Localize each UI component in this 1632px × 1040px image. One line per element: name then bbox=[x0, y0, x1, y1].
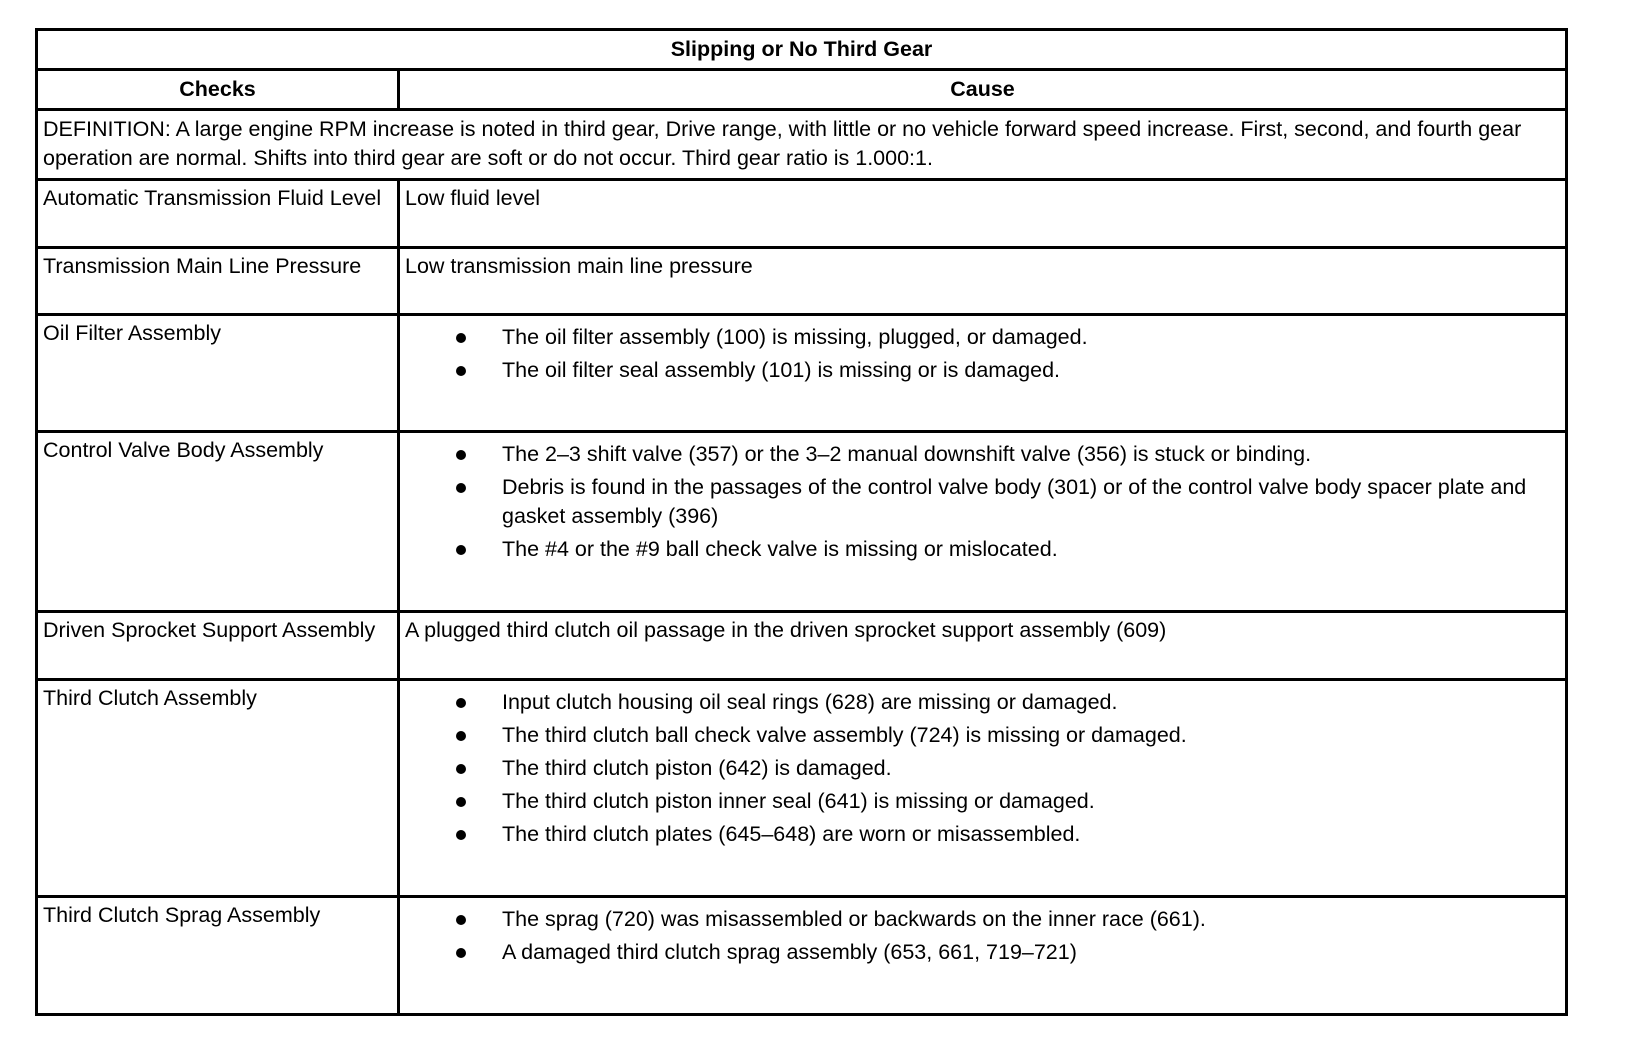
table-row bbox=[37, 248, 1567, 315]
check-cell bbox=[37, 180, 399, 248]
bullet-text: The oil filter assembly (100) is missing, plugged, or damaged. bbox=[502, 325, 1088, 349]
check-label: Third Clutch Assembly bbox=[43, 686, 257, 710]
check-cell bbox=[37, 432, 399, 612]
bullet-icon bbox=[456, 333, 466, 343]
bullet-icon bbox=[456, 797, 466, 807]
bullet-icon bbox=[456, 948, 466, 958]
bullet-icon bbox=[456, 545, 466, 555]
table-row bbox=[37, 897, 1567, 1015]
check-cell bbox=[37, 315, 399, 432]
bullet-icon bbox=[456, 764, 466, 774]
cause-cell bbox=[399, 315, 1567, 432]
table-row bbox=[37, 612, 1567, 680]
bullet-icon bbox=[456, 915, 466, 925]
cause-text: Low transmission main line pressure bbox=[405, 254, 753, 278]
bullet-text: The third clutch piston (642) is damaged. bbox=[502, 756, 892, 780]
bullet-item bbox=[405, 473, 1560, 531]
cause-cell bbox=[399, 612, 1567, 680]
bullet-icon bbox=[456, 731, 466, 741]
check-label: Driven Sprocket Support Assembly bbox=[43, 618, 376, 642]
bullet-text: The oil filter seal assembly (101) is missing or is damaged. bbox=[502, 358, 1061, 382]
check-label: Transmission Main Line Pressure bbox=[43, 254, 362, 278]
bullet-item bbox=[405, 820, 1560, 849]
bullet-item bbox=[405, 535, 1560, 564]
bullet-text: The third clutch piston inner seal (641) is missing or damaged. bbox=[502, 789, 1095, 813]
definition-text: DEFINITION: A large engine RPM increase is noted in third gear, Drive range, with little or no vehicle forward speed increase. First, second, and fourth gear operation are normal. Shifts into third gear are soft or do not occur. Third gear ratio is 1.000:1. bbox=[37, 110, 1567, 180]
definition-row bbox=[37, 110, 1567, 180]
cause-cell bbox=[399, 180, 1567, 248]
bullet-item bbox=[405, 440, 1560, 469]
bullet-text: Debris is found in the passages of the control valve body (301) or of the control valve body spacer plate and gasket assembly (396) bbox=[502, 475, 1527, 528]
cause-cell bbox=[399, 897, 1567, 1015]
bullet-text: A damaged third clutch sprag assembly (653, 661, 719–721) bbox=[502, 940, 1077, 964]
bullet-item bbox=[405, 905, 1560, 934]
bullet-text: Input clutch housing oil seal rings (628) are missing or damaged. bbox=[502, 690, 1118, 714]
cause-cell bbox=[399, 680, 1567, 897]
cause-bullet-list bbox=[405, 898, 1560, 967]
bullet-item bbox=[405, 323, 1560, 352]
bullet-icon bbox=[456, 483, 466, 493]
bullet-item bbox=[405, 938, 1560, 967]
cause-header: Cause bbox=[399, 70, 1567, 110]
bullet-icon bbox=[456, 450, 466, 460]
title-row bbox=[37, 30, 1567, 70]
cause-text: A plugged third clutch oil passage in the driven sprocket support assembly (609) bbox=[405, 618, 1167, 642]
check-label: Control Valve Body Assembly bbox=[43, 438, 324, 462]
cause-bullet-list bbox=[405, 681, 1560, 849]
table-row bbox=[37, 315, 1567, 432]
bullet-item bbox=[405, 787, 1560, 816]
bullet-text: The third clutch ball check valve assembly (724) is missing or damaged. bbox=[502, 723, 1187, 747]
cause-bullet-list bbox=[405, 316, 1560, 385]
check-cell bbox=[37, 680, 399, 897]
check-cell bbox=[37, 612, 399, 680]
table-title: Slipping or No Third Gear bbox=[37, 30, 1567, 70]
check-label: Oil Filter Assembly bbox=[43, 321, 222, 345]
header-row bbox=[37, 70, 1567, 110]
check-label: Automatic Transmission Fluid Level bbox=[43, 186, 382, 210]
bullet-text: The 2–3 shift valve (357) or the 3–2 manual downshift valve (356) is stuck or binding. bbox=[502, 442, 1312, 466]
bullet-item bbox=[405, 721, 1560, 750]
cause-text: Low fluid level bbox=[405, 186, 541, 210]
bullet-item bbox=[405, 754, 1560, 783]
check-cell bbox=[37, 897, 399, 1015]
checks-header: Checks bbox=[37, 70, 399, 110]
check-label: Third Clutch Sprag Assembly bbox=[43, 903, 321, 927]
table-row bbox=[37, 680, 1567, 897]
cause-cell bbox=[399, 432, 1567, 612]
bullet-item bbox=[405, 356, 1560, 385]
bullet-text: The third clutch plates (645–648) are worn or misassembled. bbox=[502, 822, 1081, 846]
check-cell bbox=[37, 248, 399, 315]
cause-cell bbox=[399, 248, 1567, 315]
table-row bbox=[37, 432, 1567, 612]
bullet-icon bbox=[456, 366, 466, 376]
bullet-icon bbox=[456, 830, 466, 840]
diagnostic-table bbox=[35, 28, 1568, 1016]
bullet-text: The sprag (720) was misassembled or backwards on the inner race (661). bbox=[502, 907, 1206, 931]
table-row bbox=[37, 180, 1567, 248]
bullet-text: The #4 or the #9 ball check valve is missing or mislocated. bbox=[502, 537, 1058, 561]
cause-bullet-list bbox=[405, 433, 1560, 564]
bullet-icon bbox=[456, 698, 466, 708]
bullet-item bbox=[405, 688, 1560, 717]
